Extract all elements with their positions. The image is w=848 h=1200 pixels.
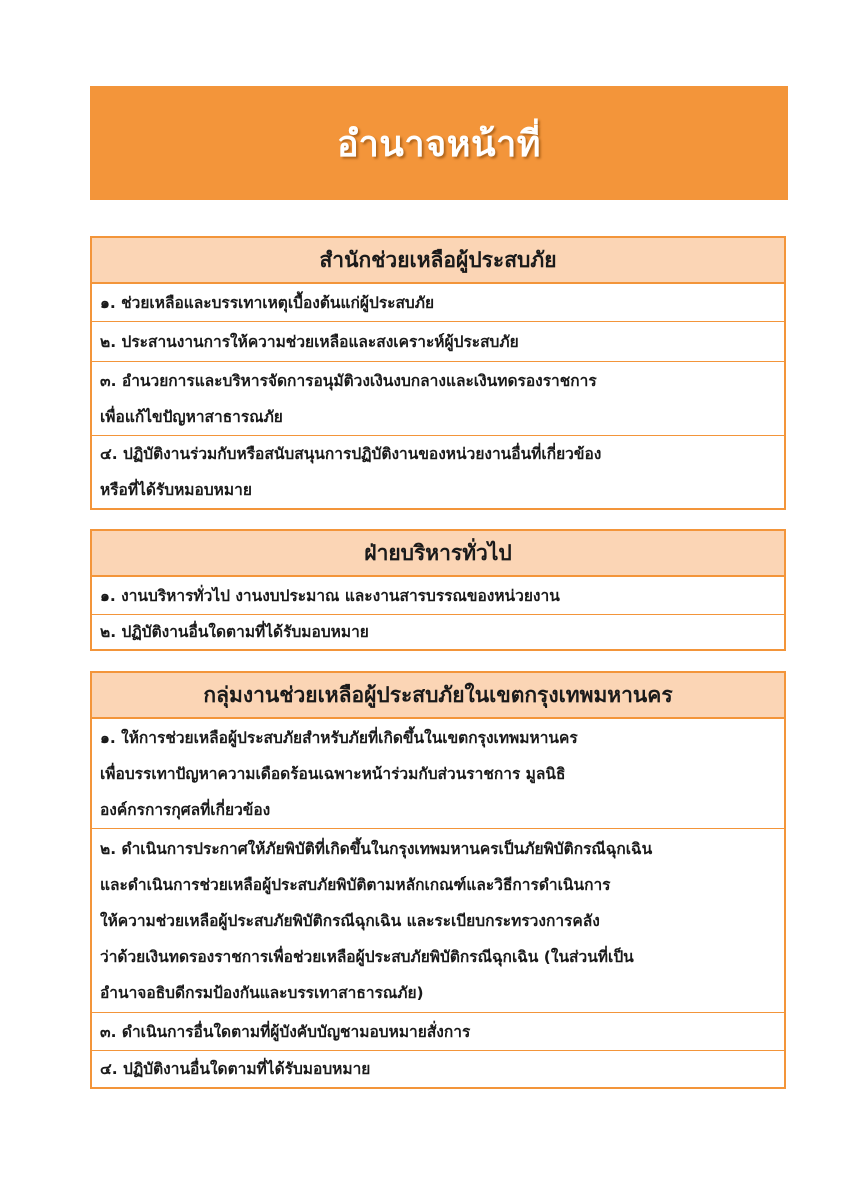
section-header: สำนักช่วยเหลือผู้ประสบภัย (92, 238, 784, 284)
page-title: อำนาจหน้าที่ (336, 123, 542, 165)
list-item: ๓. ดำเนินการอื่นใดตามที่ผู้บังคับบัญชามอบหมายสั่งการ (92, 1013, 784, 1051)
list-item: ๑. งานบริหารทั่วไป งานงบประมาณ และงานสารบรรณของหน่วยงาน (92, 577, 784, 615)
section-header: ฝ่ายบริหารทั่วไป (92, 531, 784, 577)
section-header: กลุ่มงานช่วยเหลือผู้ประสบภัยในเขตกรุงเทพมหานคร (92, 673, 784, 719)
list-item: ๒. ปฏิบัติงานอื่นใดตามที่ได้รับมอบหมาย (100, 623, 369, 641)
list-item: ๑. ช่วยเหลือและบรรเทาเหตุเบื้องต้นแก่ผู้ประสบภัย (92, 284, 784, 322)
list-item: ๑. ให้การช่วยเหลือผู้ประสบภัยสำหรับภัยที่เกิดขึ้นในเขตกรุงเทพมหานคร เพื่อบรรเทาปัญหาความเดือดร้อนเฉพาะหน้าร่วมกับส่วนราชการ มูลนิธิ องค์กรการกุศลที่เกี่ยวข้อง (92, 719, 784, 829)
list-item: ๔. ปฏิบัติงานอื่นใดตามที่ได้รับมอบหมาย (100, 1060, 371, 1078)
list-item: ๒. ดำเนินการประกาศให้ภัยพิบัติที่เกิดขึ้นในกรุงเทพมหานครเป็นภัยพิบัติกรณีฉุกเฉิน และดำเนินการช่วยเหลือผู้ประสบภัยพิบัติตามหลักเกณฑ์และวิธีการดำเนินการ ให้ความช่วยเหลือผู้ประสบภัยพิบัติกรณีฉุกเฉิน และระเบียบกระทรวงการคลัง ว่าด้วยเงินทดรองราชการเพื่อช่วยเหลือผู้ประสบภัยพิบัติกรณีฉุกเฉิน (ในส่วนที่เป็น อำนาจอธิบดีกรมป้องกันและบรรเทาสาธารณภัย) (92, 829, 784, 1013)
section-disaster-relief-office (90, 236, 786, 510)
list-item: ๔. ปฏิบัติงานร่วมกับหรือสนับสนุนการปฏิบัติงานของหน่วยงานอื่นที่เกี่ยวข้อง หรือที่ได้รับหมอบหมาย (100, 445, 602, 499)
list-item: ๒. ประสานงานการให้ความช่วยเหลือและสงเคราะห์ผู้ประสบภัย (92, 322, 784, 362)
page-title-banner (90, 86, 788, 200)
section-general-administration (90, 529, 786, 651)
list-item: ๓. อำนวยการและบริหารจัดการอนุมัติวงเงินงบกลางและเงินทดรองราชการ เพื่อแก้ไขปัญหาสาธารณภัย (92, 362, 784, 436)
section-bangkok-relief-group (90, 671, 786, 1089)
